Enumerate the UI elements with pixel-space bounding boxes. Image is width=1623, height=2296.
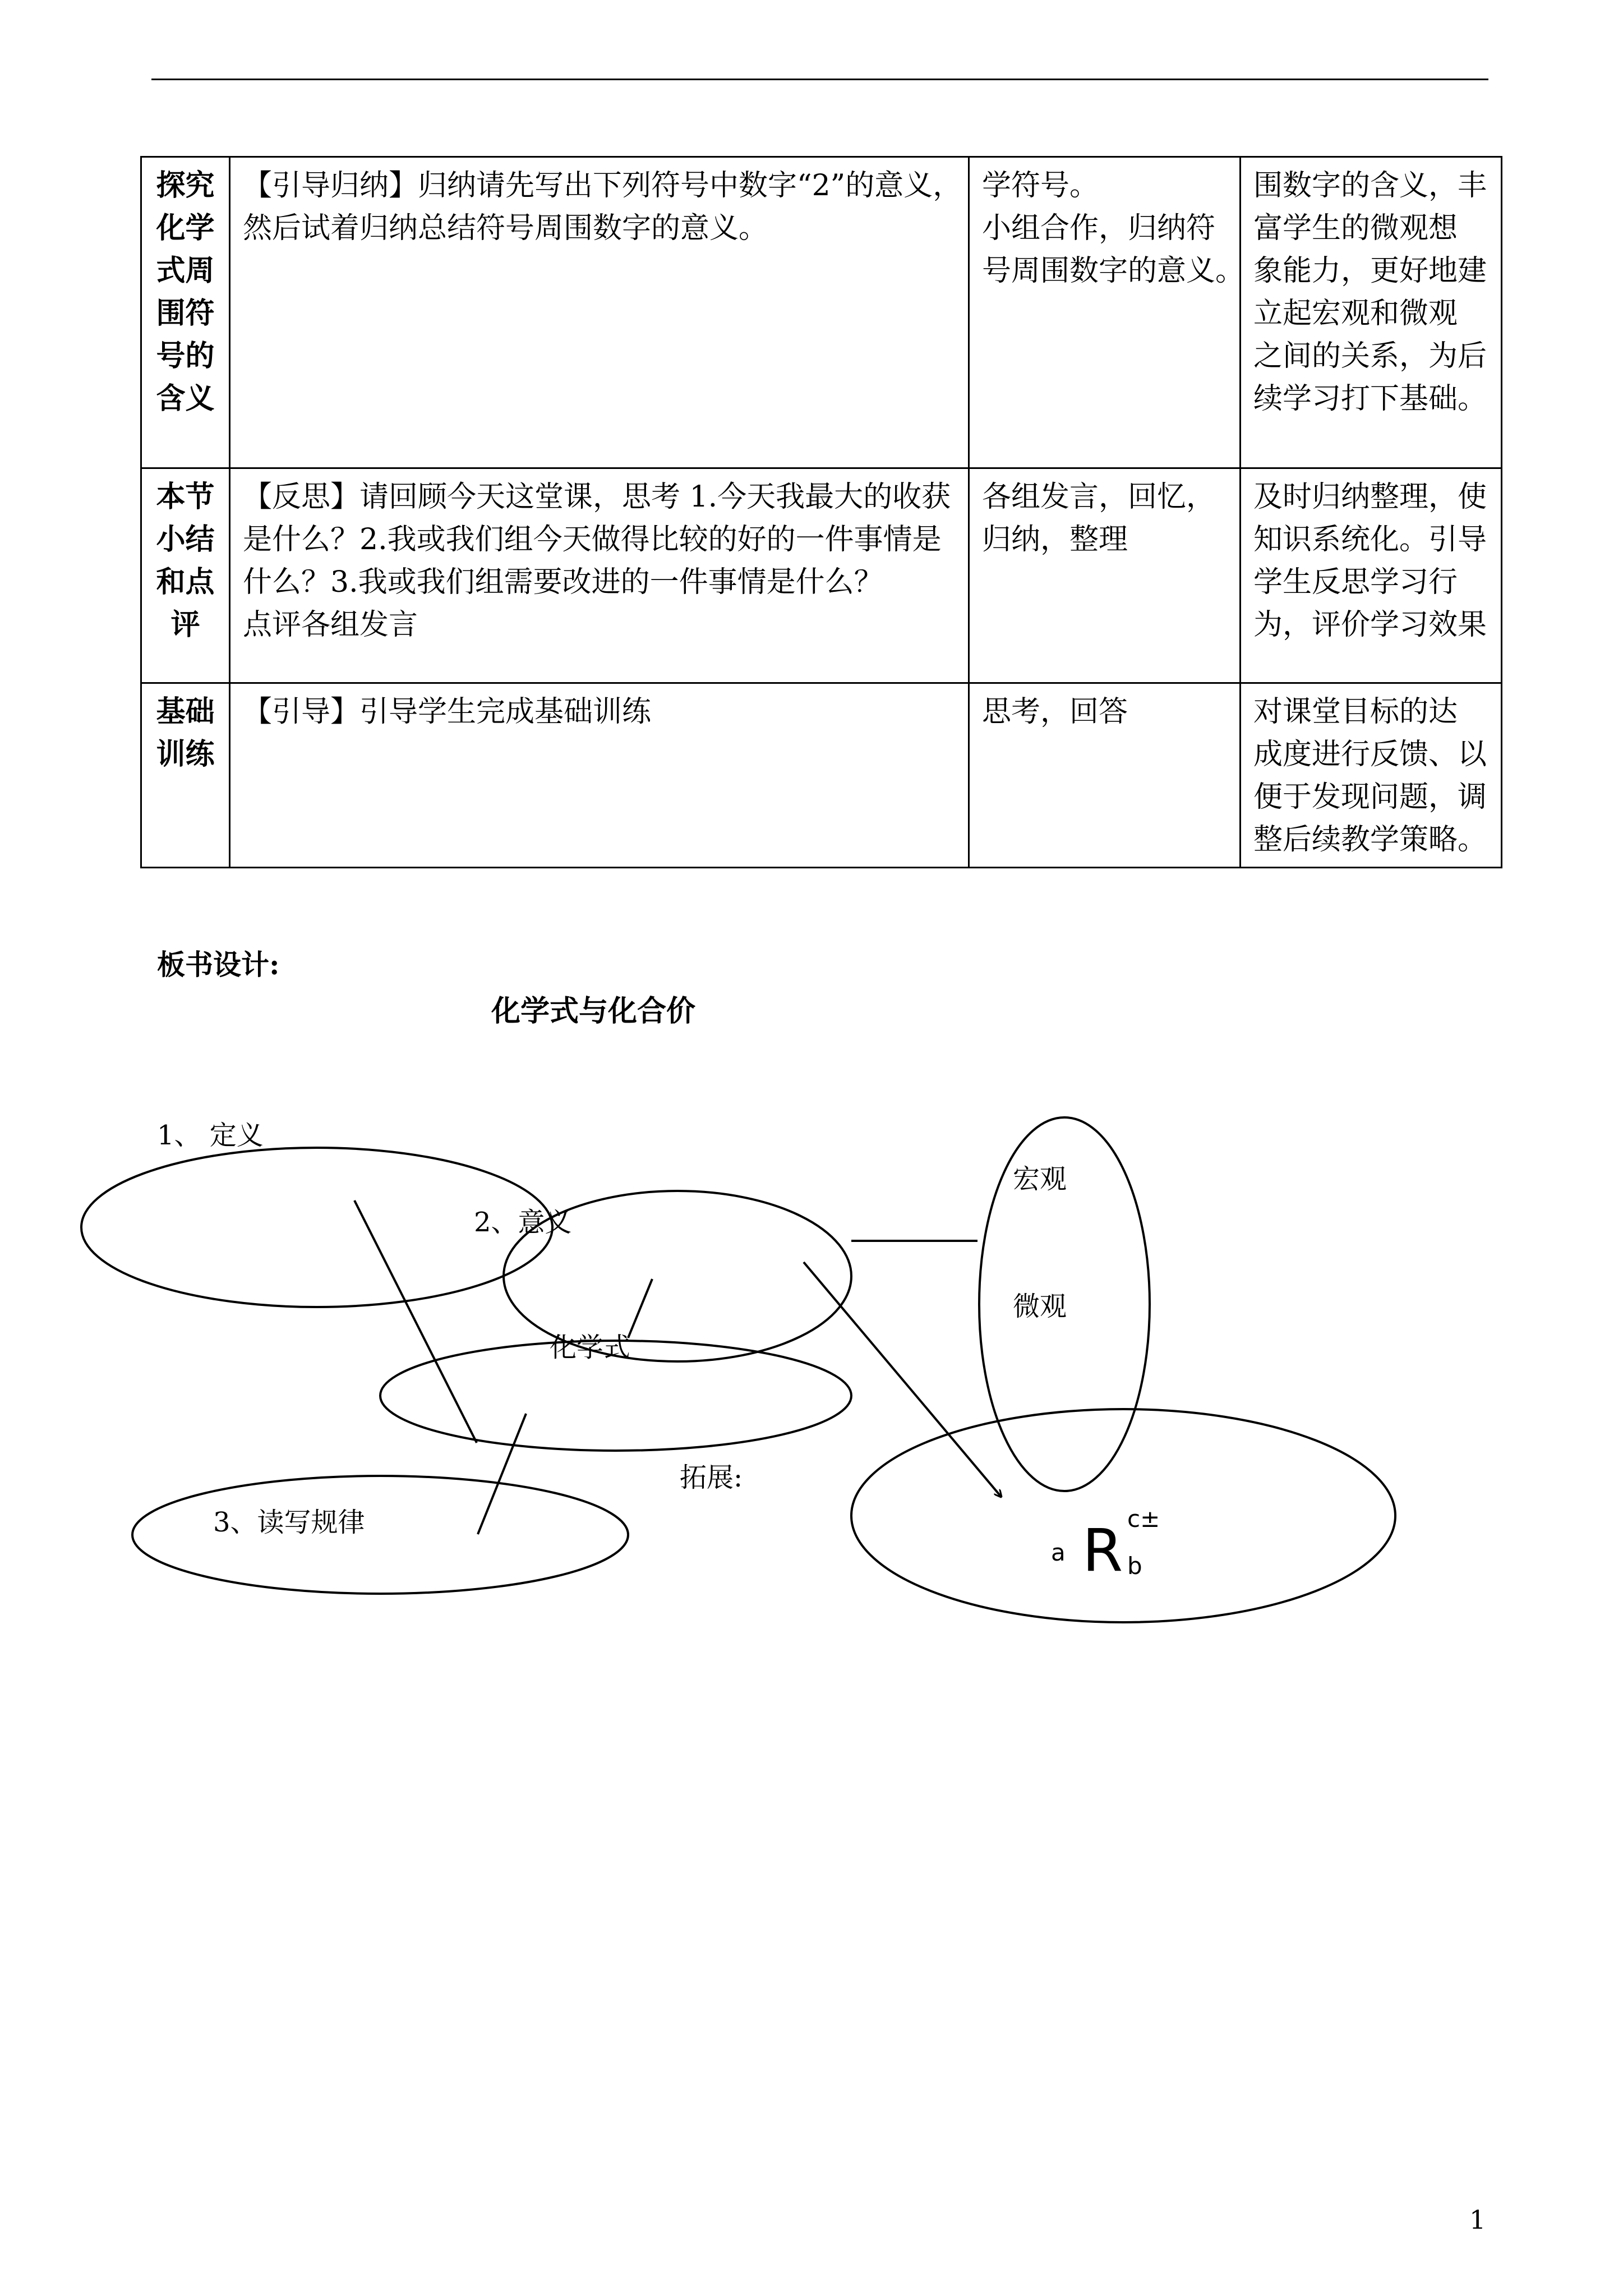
table-row (141, 157, 1502, 468)
student-activity-cell: 学符号。 小组合作，归纳符 号周围数字的意义。 (969, 157, 1241, 468)
teacher-activity-cell: 【反思】请回顾今天这堂课，思考 1.今天我最大的收获 是什么？2.我或我们组今天做得比较的好的一件事情是 什么？3.我或我们组需要改进的一件事情是什么？ 点评各组发言 (230, 468, 969, 683)
stage-cell: 探究 化学 式周 围符 号的 含义 (141, 157, 230, 468)
notation-charge: c± (1127, 1505, 1160, 1533)
macro-label: 宏观 (1013, 1163, 1067, 1195)
design-intent-cell: 及时归纳整理，使 知识系统化。引导 学生反思学习行 为，评价学习效果 (1241, 468, 1502, 683)
design-intent-cell: 围数字的含义，丰 富学生的微观想 象能力，更好地建 立起宏观和微观 之间的关系，为后 续学习打下基础。 (1241, 157, 1502, 468)
lesson-plan-table (140, 156, 1502, 868)
page-number: 1 (1469, 2205, 1486, 2235)
teacher-activity-cell: 【引导归纳】归纳请先写出下列符号中数字“2”的意义， 然后试着归纳总结符号周围数字的意义。 (230, 157, 969, 468)
connector-line (354, 1200, 477, 1443)
rules-label: 3、读写规律 (213, 1507, 365, 1538)
board-diagram (0, 1066, 1623, 1655)
rules-ellipse (132, 1476, 628, 1594)
design-intent-cell: 对课堂目标的达 成度进行反馈、以 便于发现问题，调 整后续教学策略。 (1241, 683, 1502, 868)
stage-cell: 基础 训练 (141, 683, 230, 868)
header-rule (151, 79, 1488, 80)
table-row (141, 683, 1502, 868)
notation-subscript: b (1127, 1552, 1142, 1580)
definition-label: 1、 定义 (157, 1120, 264, 1151)
micro-label: 微观 (1013, 1291, 1067, 1322)
formula-label: 化学式 (550, 1332, 631, 1363)
board-design-label: 板书设计: (157, 948, 280, 981)
notation-coefficient: a (1051, 1539, 1066, 1566)
notation-symbol: R (1082, 1516, 1123, 1585)
connector-line (478, 1414, 526, 1534)
student-activity-cell: 各组发言，回忆， 归纳，整理 (969, 468, 1241, 683)
connector-line (628, 1279, 652, 1338)
stage-cell: 本节 小结 和点 评 (141, 468, 230, 683)
meaning-label: 2、意义 (474, 1207, 572, 1238)
arrow-line (804, 1262, 1001, 1497)
table-row (141, 468, 1502, 683)
board-title: 化学式与化合价 (491, 994, 696, 1028)
student-activity-cell: 思考，回答 (969, 683, 1241, 868)
teacher-activity-cell: 【引导】引导学生完成基础训练 (230, 683, 969, 868)
extension-label: 拓展: (680, 1462, 743, 1493)
